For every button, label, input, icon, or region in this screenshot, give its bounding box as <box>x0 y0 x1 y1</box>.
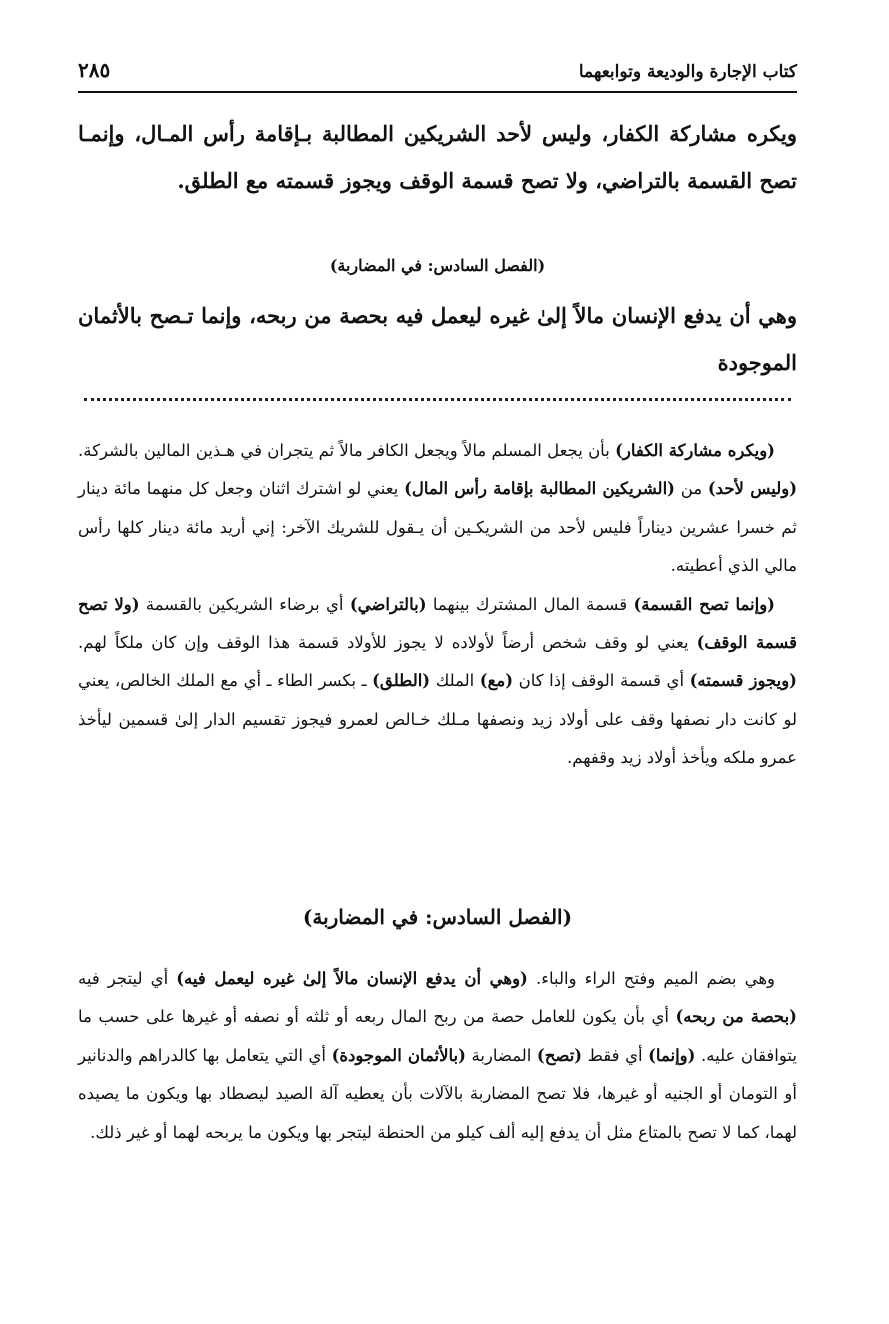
commentary-text: يعني لو اشترك اثنان وجعل كل منهما مائة دينار ثم خسرا عشرين ديناراً فليس لأحد من الشريكـين أن يـقول للشريك الآخر: إني أريد مائة دينار كلها رأس مالي الذي أعطيته. <box>78 479 797 576</box>
commentary-text: أي قسمة الوقف إذا كان <box>513 671 690 691</box>
commentary-text: أي ليتجر فيه <box>78 969 177 988</box>
commentary-text: الملك <box>430 671 480 691</box>
commentary-text: أي برضاء الشريكين بالقسمة <box>139 594 350 614</box>
quoted-matn-phrase: (وإنما تصح القسمة) <box>633 594 775 614</box>
commentary-text: بأن يجعل المسلم مالاً ويجعل الكافر مالاً ثم يتجران في هـذين المالين بالشركة. <box>78 441 616 460</box>
header-rule <box>78 91 797 93</box>
running-title: كتاب الإجارة والوديعة وتوابعهما <box>578 62 797 82</box>
quoted-matn-phrase: (تصح) <box>536 1045 583 1065</box>
commentary-text: قسمة المال المشترك بينهما <box>426 594 634 614</box>
quoted-matn-phrase: (وهي أن يدفع الإنسان مالاً إلىٰ غيره ليعمل فيه) <box>176 969 528 988</box>
quoted-matn-phrase: (بالأثمان الموجودة) <box>331 1045 466 1065</box>
quoted-matn-phrase: (وليس لأحد) <box>707 479 798 499</box>
commentary-text: يعني لو وقف شخص أرضاً لأولاده لا يجوز للأولاد قسمة هذا الوقف وإن كان ملكاً لهم. <box>78 633 697 653</box>
quoted-matn-phrase: (الطلق) <box>372 671 431 691</box>
commentary-text: أي فقط <box>582 1045 649 1065</box>
quoted-matn-phrase: (ويكره مشاركة الكفار) <box>615 441 775 460</box>
commentary-paragraph <box>78 586 797 778</box>
quoted-matn-phrase: (ويجوز قسمته) <box>689 671 797 691</box>
quoted-matn-phrase: (مع) <box>479 671 514 691</box>
page-number: ٢٨٥ <box>78 58 111 82</box>
matn-chapter-heading: (الفصل السادس: في المضاربة) <box>329 256 546 275</box>
commentary-text: أي بأن يكون للعامل حصة من ربح المال ربعه أو ثلثه أو نصفه أو غيرها على حسب ما يتوافقان عليه. <box>78 1007 797 1065</box>
quoted-matn-phrase: (وإنما) <box>648 1045 696 1065</box>
quoted-matn-phrase: (بالتراضي) <box>349 594 427 614</box>
dotted-separator <box>84 398 791 401</box>
commentary-text: ـ بكسر الطاء ـ أي مع الملك الخالص، يعني لو كانت دار نصفها وقف على أولاد زيد ونصفها مـلك خـالص لعمرو فيجوز تقسيم الدار إلىٰ قسمين ليأخذ عمرو ملكه ويأخذ أولاد زيد وقفهم. <box>78 671 797 768</box>
commentary-paragraph <box>78 960 797 1152</box>
commentary-text: وهي بضم الميم وفتح الراء والباء. <box>527 969 775 988</box>
commentary-text: أي التي يتعامل بها كالدراهم والدنانير أو التومان أو الجنيه أو غيرها، فلا تصح المضاربة بالآلات بأن يعطيه آلة الصيد ليصطاد بها ويكون ما يصيده لهما، كما لا تصح بالمتاع مثل أن يدفع إليه ألف كيلو من الحنطة ليتجر بها ويكون ما يربحه لهما أو غير ذلك. <box>78 1045 797 1142</box>
matn-paragraph-2: وهي أن يدفع الإنسان مالاً إلىٰ غيره ليعمل فيه بحصة من ربحه، وإنما تـصح بالأثمان الموجودة <box>78 303 797 375</box>
quoted-matn-phrase: (الشريكين المطالبة بإقامة رأس المال) <box>404 479 675 499</box>
section-heading: (الفصل السادس: في المضاربة) <box>302 905 573 929</box>
commentary-text: من <box>674 479 708 499</box>
commentary-text: المضاربة <box>465 1045 537 1065</box>
commentary-block-2 <box>78 960 797 1152</box>
quoted-matn-phrase: (بحصة من ربحه) <box>675 1007 797 1027</box>
commentary-block-1 <box>78 432 797 778</box>
page-header <box>78 46 797 90</box>
quoted-matn-phrase: (ولا تصح قسمة الوقف) <box>78 594 797 653</box>
commentary-paragraph <box>78 432 797 586</box>
matn-paragraph-1: ويكره مشاركة الكفار، وليس لأحد الشريكين المطالبة بـإقامة رأس المـال، وإنمـا تصح القسمة بالتراضي، ولا تصح قسمة الوقف ويجوز قسمته مع الطلق. <box>78 121 797 193</box>
